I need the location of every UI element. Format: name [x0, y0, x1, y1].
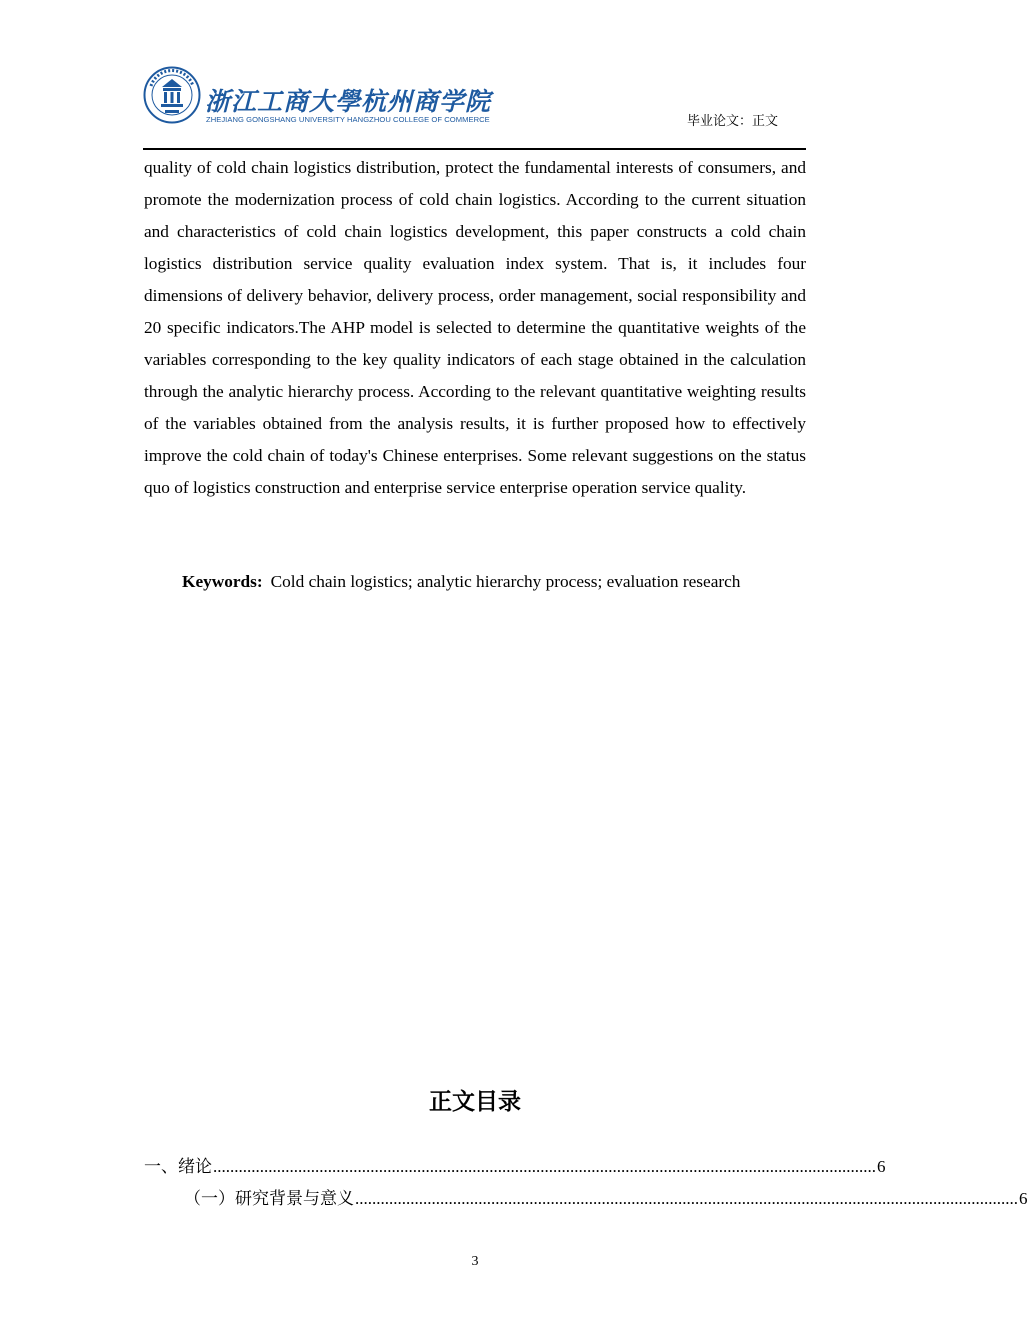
keywords-text: Cold chain logistics; analytic hierarchy process; evaluation research [270, 572, 741, 591]
keywords-label: Keywords: [182, 572, 263, 591]
university-seal-icon [143, 66, 201, 124]
university-logo [143, 66, 492, 128]
toc-entry-text: 一、绪论 [144, 1157, 212, 1177]
page-number: 3 [471, 1254, 479, 1269]
logo-chinese-name: 浙江工商大學杭州商学院 [205, 87, 492, 116]
toc-title: 正文目录 [429, 1089, 521, 1115]
keywords-line [182, 566, 822, 598]
header-section-label: 毕业论文：正文 [686, 114, 778, 129]
toc-entry[interactable] [144, 1152, 886, 1177]
abstract-body [144, 152, 806, 504]
toc-entry-page: 6 [1019, 1189, 1028, 1208]
logo-english-name: ZHEJIANG GONGSHANG UNIVERSITY HANGZHOU COLLEGE OF COMMERCE [206, 115, 490, 124]
toc-leader-dots: ............................................................................................................................................................ [355, 1189, 1018, 1208]
header-divider [143, 148, 806, 150]
toc-entry-page: 6 [877, 1157, 886, 1176]
toc-entry[interactable] [184, 1184, 1028, 1209]
toc-entry-text: （一）研究背景与意义 [184, 1189, 354, 1209]
abstract-paragraph: quality of cold chain logistics distribution, protect the fundamental interests of consumers, and promote the modernization process of cold chain logistics. According to the current situation and characteristics of cold chain logistics development, this paper constructs a cold chain logistics distribution service quality evaluation index system. That is, it includes four dimensions of delivery behavior, delivery process, order management, social responsibility and 20 specific indicators.The AHP model is selected to determine the quantitative weights of the variables corresponding to the key quality indicators of each stage obtained in the calculation through the analytic hierarchy process. According to the relevant quantitative weighting results of the variables obtained from the analysis results, it is further proposed how to effectively improve the cold chain of today's Chinese enterprises. Some relevant suggestions on the status quo of logistics construction and enterprise service enterprise operation service quality. [144, 158, 806, 497]
page-header [143, 66, 806, 150]
toc-leader-dots: ............................................................................................................................................................ [213, 1157, 876, 1176]
